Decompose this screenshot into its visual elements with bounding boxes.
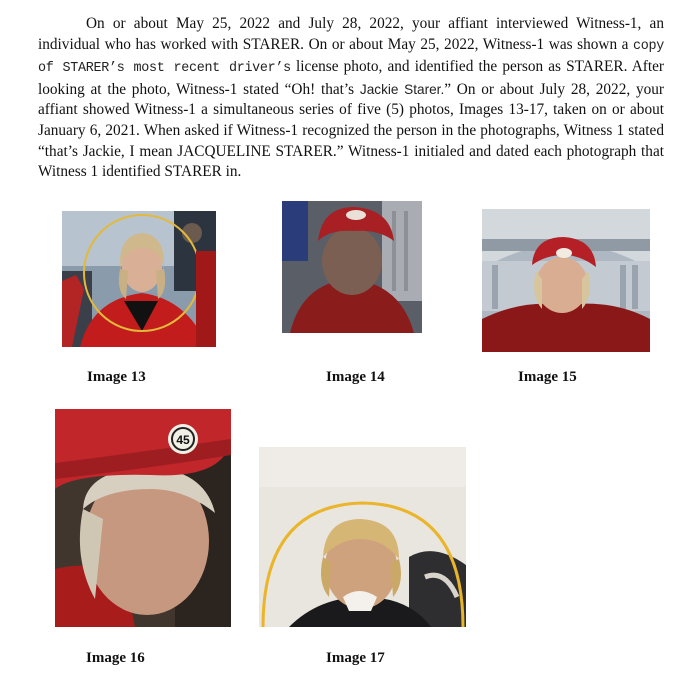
paragraph-text-3: ” On or about July 28, 2022, your affiant showed Witness-1 a simultaneous series of five (5) photos, Images 13-17, taken on or about January 6, 2021. When asked if Witness-1 recognized the person in the photographs, Witness 1 stated “that’s Jackie, I mean JACQUELINE STARER.” Witness-1 initialed and dated each photograph that Witness 1 identified STARER in. (38, 80, 664, 181)
paragraph-text-typed: copy of STARER’s most recent driver’s (38, 38, 664, 77)
hat-badge-text: 45 (176, 433, 190, 447)
caption-image-16: Image 16 (86, 650, 145, 666)
caption-image-14: Image 14 (326, 369, 385, 385)
paragraph-text-2: license photo, and identified the person as STARER. After looking at the photo, Witness-1 stated “Oh! that’s (38, 58, 664, 98)
caption-image-15: Image 15 (518, 369, 577, 385)
caption-image-17: Image 17 (326, 650, 385, 666)
paragraph-text-handwritten: Jackie Starer. (359, 81, 445, 97)
paragraph-text-1: On or about May 25, 2022 and July 28, 2022, your affiant interviewed Witness-1, an individual who has worked with STARER. On or about May 25, 2022, Witness-1 was shown a (38, 15, 664, 53)
photo-image-14 (282, 201, 422, 333)
photo-image-17 (259, 447, 466, 627)
photo-image-13 (62, 211, 216, 347)
photo-image-15 (482, 209, 650, 352)
photo-image-16 (55, 409, 231, 627)
body-paragraph (38, 14, 664, 183)
caption-image-13: Image 13 (87, 369, 146, 385)
